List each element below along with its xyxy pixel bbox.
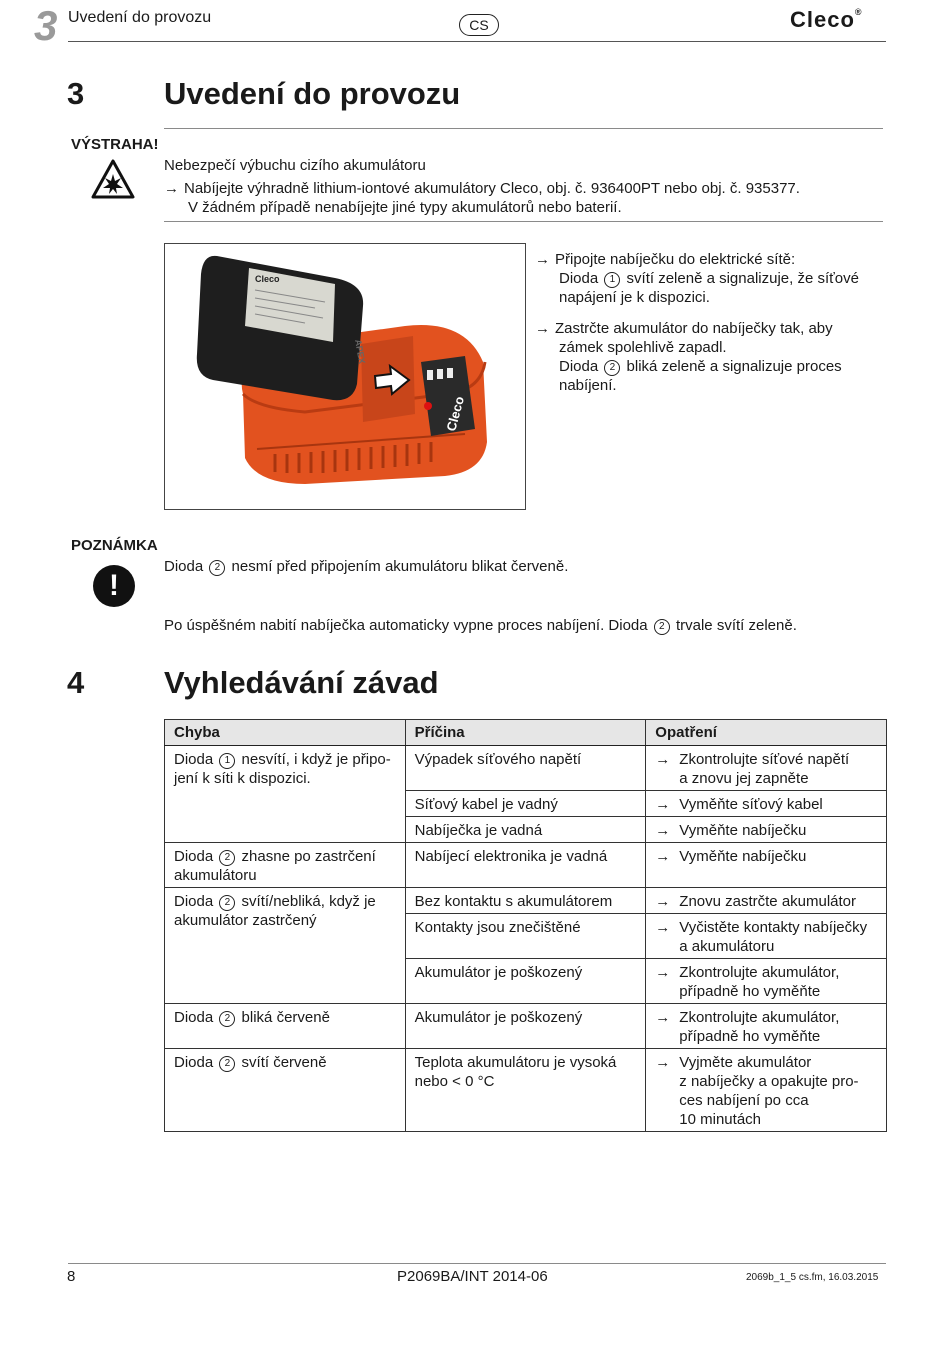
table-row xyxy=(165,1004,887,1049)
charging-complete-paragraph xyxy=(164,616,797,635)
action-line-1: Vyjměte akumulátor xyxy=(679,1054,812,1071)
exclamation-icon: ! xyxy=(93,565,135,607)
fault-cell xyxy=(165,888,406,1004)
action-cell xyxy=(646,959,887,1004)
arrow-icon: → xyxy=(535,320,550,337)
paragraph-text-a: Po úspěšném nabití nabíječka automaticky vypne proces nabíjení. Dioda xyxy=(164,617,648,634)
arrow-icon: → xyxy=(655,822,671,839)
charger-brand-label: Cleco xyxy=(443,394,468,433)
action-cell xyxy=(646,746,887,791)
paragraph-text-b: trvale svítí zeleně. xyxy=(675,617,797,634)
fault-text-b: svítí/nebliká, když je xyxy=(241,893,376,910)
arrow-icon: → xyxy=(655,796,671,813)
cause-cell: Nabíječka je vadná xyxy=(405,817,646,843)
footer-rule xyxy=(68,1263,886,1264)
warning-label: VÝSTRAHA! xyxy=(71,136,159,153)
led-2-marker: 2 xyxy=(219,1011,235,1027)
step-2 xyxy=(535,319,885,395)
action-cell xyxy=(646,843,887,888)
section-4-title: Vyhledávání závad xyxy=(164,665,439,700)
note-text-b: nesmí před připojením akumulátoru blikat červeně. xyxy=(231,558,569,575)
table-row xyxy=(165,888,887,914)
action-line-1: Vyčistěte kontakty nabíječky xyxy=(679,919,868,936)
action-cell xyxy=(646,791,887,817)
action-line-4: 10 minutách xyxy=(679,1111,761,1128)
action-cell xyxy=(646,914,887,959)
cause-cell: Nabíjecí elektronika je vadná xyxy=(405,843,646,888)
action-line-1: Vyměňte síťový kabel xyxy=(679,796,823,813)
language-badge: CS xyxy=(459,14,499,36)
header-rule xyxy=(68,41,886,42)
cause-cell xyxy=(405,1049,646,1132)
table-row xyxy=(165,1049,887,1132)
battery-brand-label: Cleco xyxy=(255,274,280,284)
led-2-marker: 2 xyxy=(654,619,670,635)
action-line-2: a akumulátoru xyxy=(679,938,775,955)
action-line-1: Zkontrolujte síťové napětí xyxy=(679,751,850,768)
fault-text-a: Dioda xyxy=(174,1009,214,1026)
logo-text: Cleco xyxy=(790,7,855,32)
fault-text-c: akumulátor zastrčený xyxy=(174,912,317,929)
fault-cell xyxy=(165,1049,406,1132)
action-cell xyxy=(646,817,887,843)
arrow-icon: → xyxy=(655,751,671,768)
cause-cell: Bez kontaktu s akumulátorem xyxy=(405,888,646,914)
arrow-icon: → xyxy=(655,848,671,865)
action-line-1: Znovu zastrčte akumulátor xyxy=(679,893,857,910)
action-line-1: Zkontrolujte akumulátor, xyxy=(679,1009,840,1026)
action-line-2: případně ho vyměňte xyxy=(679,1028,821,1045)
fault-text-a: Dioda xyxy=(174,848,214,865)
cause-cell: Síťový kabel je vadný xyxy=(405,791,646,817)
arrow-icon: → xyxy=(655,919,671,936)
step-2-line-4: nabíjení. xyxy=(559,377,617,394)
fault-text-c: akumulátoru xyxy=(174,867,257,884)
logo-registered-mark: ® xyxy=(854,7,863,17)
step-1 xyxy=(535,250,885,307)
warning-top-rule xyxy=(164,128,883,129)
cause-cell: Akumulátor je poškozený xyxy=(405,959,646,1004)
section-3-title: Uvedení do provozu xyxy=(164,76,461,111)
table-row xyxy=(165,746,887,791)
troubleshooting-table xyxy=(164,719,887,1132)
fault-text-b: zhasne po zastrčení xyxy=(241,848,376,865)
document-code: P2069BA/INT 2014-06 xyxy=(397,1268,548,1285)
step-2-line-2: zámek spolehlivě zapadl. xyxy=(559,339,727,356)
fault-text-a: Dioda xyxy=(174,893,214,910)
arrow-icon: → xyxy=(655,1054,671,1071)
arrow-icon: → xyxy=(164,180,179,197)
warning-line-2: V žádném případě nenabíjejte jiné typy akumulátorů nebo baterií. xyxy=(188,199,622,216)
battery-side-text: APEX xyxy=(353,338,368,365)
led-2-marker: 2 xyxy=(219,895,235,911)
action-cell xyxy=(646,888,887,914)
explosion-warning-icon xyxy=(90,158,136,200)
action-cell xyxy=(646,1004,887,1049)
action-line-3: ces nabíjení po cca xyxy=(679,1092,809,1109)
note-text xyxy=(164,557,568,576)
step-1-line-3: napájení je k dispozici. xyxy=(559,289,710,306)
cause-line-2: nebo < 0 °C xyxy=(414,1073,495,1090)
table-header-row xyxy=(165,720,887,746)
step-2-line-1: Zastrčte akumulátor do nabíječky tak, aby xyxy=(555,320,833,337)
header-chapter-title: Uvedení do provozu xyxy=(68,9,212,26)
fault-cell xyxy=(165,1004,406,1049)
led-2-marker: 2 xyxy=(219,850,235,866)
led-2-marker: 2 xyxy=(604,360,620,376)
action-line-1: Vyměňte nabíječku xyxy=(679,848,807,865)
fault-text-a: Dioda xyxy=(174,1054,214,1071)
step-1-line-2b: svítí zeleně a signalizuje, že síťové xyxy=(626,270,859,287)
chapter-number: 3 xyxy=(34,2,58,49)
note-label: POZNÁMKA xyxy=(71,537,158,554)
cleco-logo xyxy=(790,7,863,33)
fault-text-b: svítí červeně xyxy=(241,1054,327,1071)
note-text-a: Dioda xyxy=(164,558,204,575)
action-line-2: a znovu jej zapněte xyxy=(679,770,809,787)
step-2-line-3b: bliká zeleně a signalizuje proces xyxy=(626,358,842,375)
warning-line-1: Nabíjejte výhradně lithium-iontové akumulátory Cleco, obj. č. 936400PT nebo obj. č. 935377. xyxy=(184,180,800,197)
action-line-1: Zkontrolujte akumulátor, xyxy=(679,964,840,981)
step-1-line-2a: Dioda xyxy=(559,270,599,287)
column-header-cause: Příčina xyxy=(405,720,646,746)
arrow-icon: → xyxy=(655,893,671,910)
table-row xyxy=(165,843,887,888)
file-reference: 2069b_1_5 cs.fm, 16.03.2015 xyxy=(746,1272,879,1283)
led-1-marker: 1 xyxy=(604,272,620,288)
step-2-line-3a: Dioda xyxy=(559,358,599,375)
cause-line-1: Teplota akumulátoru je vysoká xyxy=(414,1054,617,1071)
section-3-number: 3 xyxy=(67,76,85,111)
section-4-number: 4 xyxy=(67,665,85,700)
column-header-fault: Chyba xyxy=(165,720,406,746)
led-2-marker: 2 xyxy=(209,560,225,576)
warning-bottom-rule xyxy=(164,221,883,222)
action-cell xyxy=(646,1049,887,1132)
warning-heading: Nebezpečí výbuchu cizího akumulátoru xyxy=(164,157,426,174)
fault-text-a: Dioda xyxy=(174,751,214,768)
step-1-line-1: Připojte nabíječku do elektrické sítě: xyxy=(555,251,796,268)
led-1-marker: 1 xyxy=(219,753,235,769)
arrow-icon: → xyxy=(535,251,550,268)
led-2-marker: 2 xyxy=(219,1056,235,1072)
fault-text-c: jení k síti k dispozici. xyxy=(174,770,311,787)
cause-cell: Kontakty jsou znečištěné xyxy=(405,914,646,959)
fault-cell xyxy=(165,843,406,888)
cause-cell: Akumulátor je poškozený xyxy=(405,1004,646,1049)
arrow-icon: → xyxy=(655,964,671,981)
fault-text-b: bliká červeně xyxy=(241,1009,330,1026)
action-line-1: Vyměňte nabíječku xyxy=(679,822,807,839)
warning-instruction xyxy=(164,179,864,217)
arrow-icon: → xyxy=(655,1009,671,1026)
page-number: 8 xyxy=(67,1268,76,1285)
charger-photo xyxy=(164,243,526,510)
action-line-2: případně ho vyměňte xyxy=(679,983,821,1000)
column-header-action: Opatření xyxy=(646,720,887,746)
cause-cell: Výpadek síťového napětí xyxy=(405,746,646,791)
fault-cell xyxy=(165,746,406,843)
action-line-2: z nabíječky a opakujte pro- xyxy=(679,1073,859,1090)
fault-text-b: nesvítí, i když je připo- xyxy=(241,751,391,768)
